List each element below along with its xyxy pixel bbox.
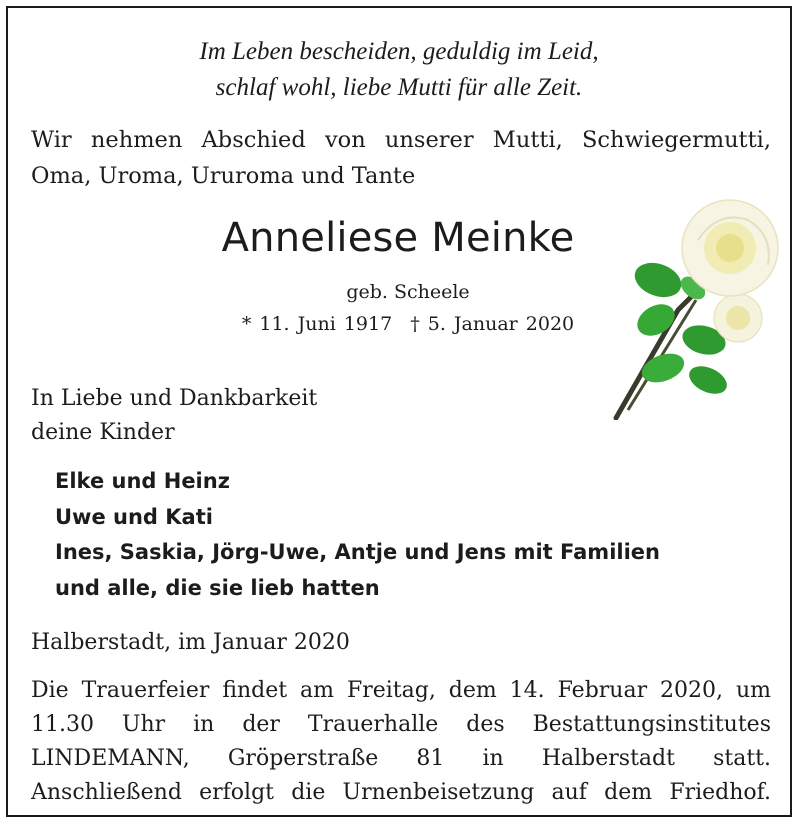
service-line: Die Trauerfeier findet am Freitag, dem 14. Februar 2020, um	[31, 678, 771, 703]
service-line: Anschließend erfolgt die Urnenbeisetzung auf dem Friedhof.	[31, 780, 771, 805]
death-date: † 5. Januar 2020	[410, 313, 575, 335]
deceased-name: Anneliese Meinke	[221, 215, 575, 261]
family-item: Ines, Saskia, Jörg-Uwe, Antje und Jens mit Familien	[55, 540, 660, 564]
funeral-service-info	[31, 674, 771, 810]
white-rose-icon	[608, 190, 788, 420]
family-item: Uwe und Kati	[55, 504, 213, 529]
motto-verse	[8, 34, 790, 106]
intro-line: Wir nehmen Abschied von unserer Mutti, Schwiegermutti,	[31, 127, 771, 153]
farewell-intro	[31, 122, 771, 194]
thanks-line: deine Kinder	[31, 420, 175, 445]
maiden-name: geb. Scheele	[346, 281, 470, 303]
family-item: Elke und Heinz	[55, 469, 230, 493]
thanks-text	[31, 382, 317, 450]
service-line: 11.30 Uhr in der Trauerhalle des Bestattungsinstitutes	[31, 712, 771, 737]
motto-line: Im Leben bescheiden, geduldig im Leid,	[199, 38, 599, 65]
place-date: Halberstadt, im Januar 2020	[31, 630, 350, 655]
service-line: LINDEMANN, Gröperstraße 81 in Halberstadt statt.	[31, 746, 771, 771]
thanks-line: In Liebe und Dankbarkeit	[31, 386, 318, 411]
family-list	[55, 464, 660, 606]
birth-date: * 11. Juni 1917	[241, 313, 393, 335]
motto-line: schlaf wohl, liebe Mutti für alle Zeit.	[215, 74, 583, 101]
intro-line: Oma, Uroma, Ururoma und Tante	[31, 163, 416, 189]
family-item: und alle, die sie lieb hatten	[55, 575, 380, 600]
obituary-notice	[6, 6, 792, 817]
